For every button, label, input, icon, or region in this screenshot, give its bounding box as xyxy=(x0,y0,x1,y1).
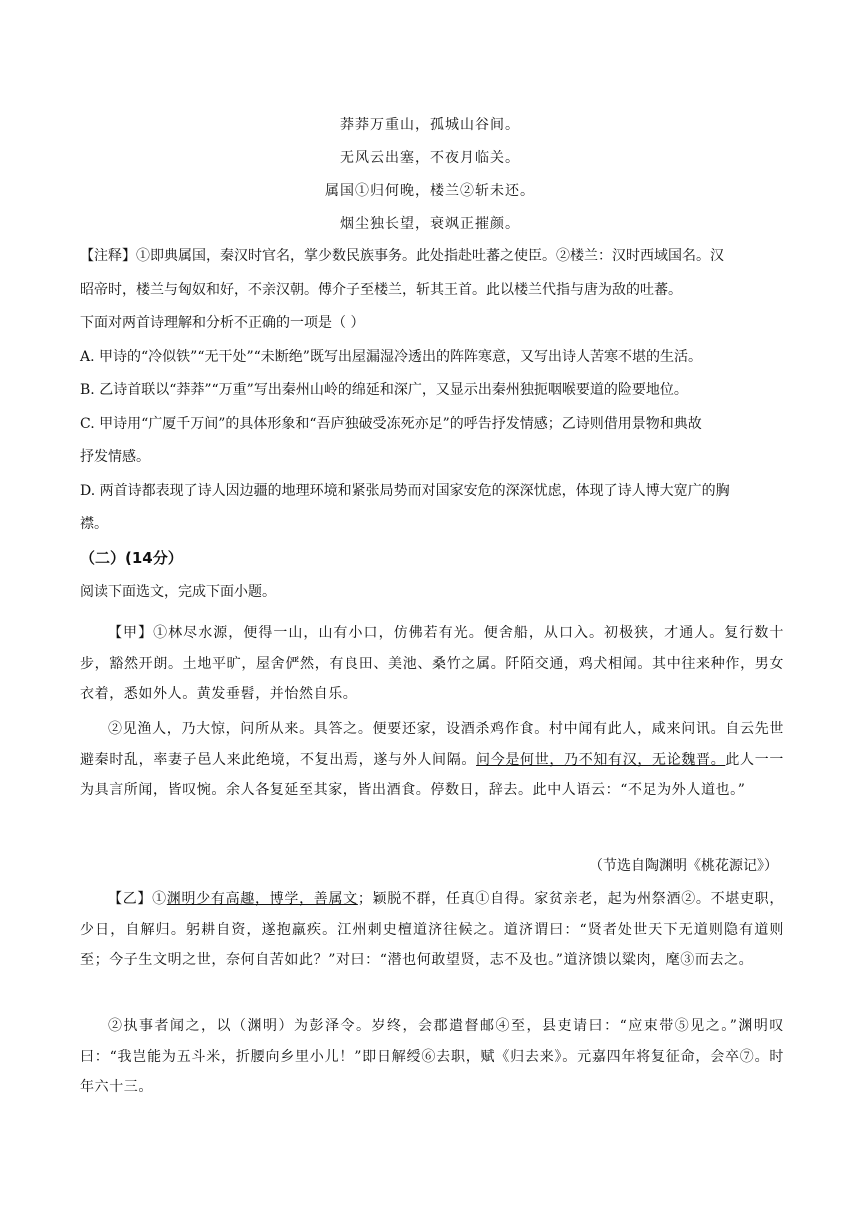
notes-line-1: 【注释】①即典属国，秦汉时官名，掌少数民族事务。此处指赴吐蕃之使臣。②楼兰：汉时西域国名。汉 xyxy=(80,248,724,264)
yi-p2-num: ② xyxy=(108,1018,124,1034)
yi-paragraph-1 xyxy=(80,884,784,976)
jia-p2-start: ②见渔人，乃大惊，问所从来。具答之。便要还家，设酒杀鸡作食。村中闻有此人，咸来问讯。自云先世避秦时乱，率妻子邑人来此绝境，不复出焉，遂与外人间隔。 xyxy=(80,721,784,768)
poem-line-3: 属国①归何晚，楼兰②斩未还。 xyxy=(325,183,535,199)
option-c-line-2: 抒发情感。 xyxy=(80,449,150,465)
jia-paragraph-1: 【甲】①林尽水源，便得一山，山有小口，仿佛若有光。便舍船，从口入。初极狭，才通人。复行数十步，豁然开朗。土地平旷，屋舍俨然，有良田、美池、桑竹之属。阡陌交通，鸡犬相闻。其中往来种作，男女衣着，悉如外人。黄发垂髫，并怡然自乐。 xyxy=(80,625,784,702)
yi-p1-label: 【乙】 xyxy=(108,891,153,907)
jia-paragraph-2 xyxy=(80,714,784,806)
notes-line-2: 昭帝时，楼兰与匈奴和好，不亲汉朝。傅介子至楼兰，斩其王首。此以楼兰代指与唐为敌的吐蕃。 xyxy=(80,282,682,298)
section-instruction: 阅读下面选文，完成下面小题。 xyxy=(80,584,276,600)
option-d-line-2: 襟。 xyxy=(80,516,108,532)
option-d-line-1: D. 两首诗都表现了诗人因边疆的地理环境和紧张局势而对国家安危的深深忧虑，体现了诗人博大宽广的胸 xyxy=(80,483,730,499)
option-c-line-1: C. 甲诗用“广厦千万间”的具体形象和“吾庐独破受冻死亦足”的呼告抒发情感；乙诗则借用景物和典故 xyxy=(80,416,702,432)
yi-paragraph-2 xyxy=(80,1011,784,1103)
yi-p2-text: 执事者闻之，以（渊明）为彭泽令。岁终，会郡遣督邮④至，县吏请曰：“应束带⑤见之。”渊明叹曰：“我岂能为五斗米，折腰向乡里小儿！”即日解绶⑥去职，赋《归去来》。元嘉四年将复征命，会卒⑦。时年六十三。 xyxy=(80,1018,784,1095)
jia-source: （节选自陶渊明《桃花源记》） xyxy=(589,858,778,874)
question-stem: 下面对两首诗理解和分析不正确的一项是（ ） xyxy=(80,315,365,331)
yi-p1-num: ① xyxy=(152,891,167,907)
yi-p1-underlined: 渊明少有高趣，博学，善属文 xyxy=(166,891,358,907)
jia-p2-underlined: 问今是何世，乃不知有汉，无论魏晋。 xyxy=(476,751,726,768)
poem-line-2: 无风云出塞，不夜月临关。 xyxy=(340,150,520,166)
poem-line-4: 烟尘独长望，衰飒正摧颜。 xyxy=(340,216,520,232)
yi-p1-rest: ；颖脱不群，任真①自得。家贫亲老，起为州祭酒②。不堪吏职，少日，自解归。躬耕自资，遂抱羸疾。江州刺史檀道济往候之。道济谓曰：“贤者处世天下无道则隐有道则至；今子生文明之世，奈何自苦如此？”对曰：“潜也何敢望贤，志不及也。”道济馈以粱肉，麾③而去之。 xyxy=(80,891,784,968)
option-b: B. 乙诗首联以“莽莽”“万重”写出秦州山岭的绵延和深广，又显示出秦州独扼咽喉要道的险要地位。 xyxy=(80,382,688,398)
poem-line-1: 莽莽万重山，孤城山谷间。 xyxy=(340,117,520,133)
option-a: A. 甲诗的“冷似铁”“无干处”“未断绝”既写出屋漏湿冷透出的阵阵寒意，又写出诗人苦寒不堪的生活。 xyxy=(80,349,702,365)
jia-p2-end: 此人一一为具言所闻，皆叹惋。余人各复延至其家，皆出酒食。停数日，辞去。此中人语云：“不足为外人道也。” xyxy=(80,751,784,798)
section-heading: （二）(14分） xyxy=(80,549,183,567)
